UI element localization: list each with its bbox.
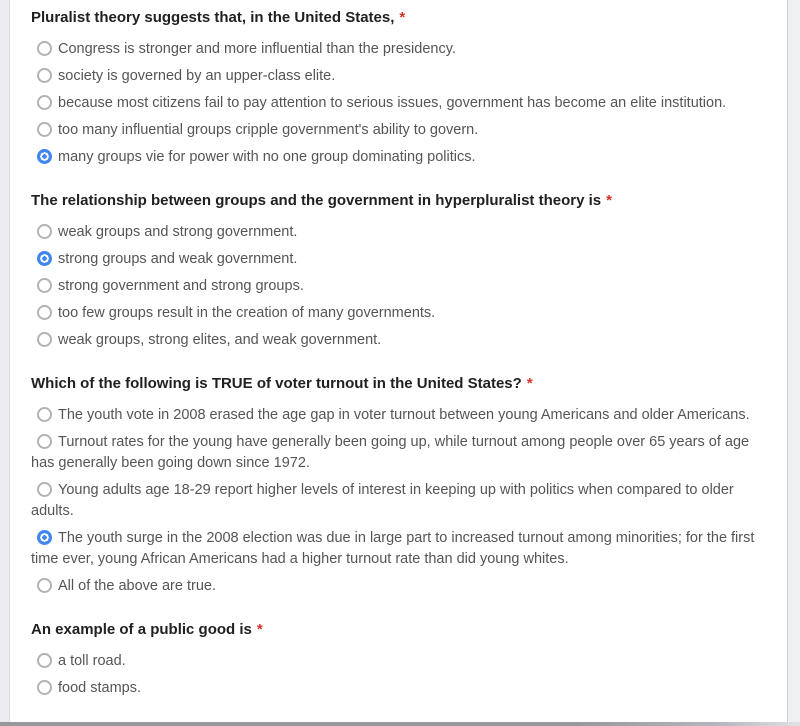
radio-option[interactable] (31, 300, 757, 327)
radio-button[interactable] (37, 68, 52, 83)
radio-button-selected[interactable] (37, 530, 52, 545)
radio-button[interactable] (37, 407, 52, 422)
radio-button[interactable] (37, 482, 52, 497)
question-title (31, 191, 757, 211)
form-content (10, 0, 787, 722)
question-title-text: An example of a public good is (31, 621, 252, 638)
option-label: The youth surge in the 2008 election was due in large part to increased turnout among minorities; for the first time ever, young African Americans had a higher turnout rate than did young whites. (31, 530, 755, 567)
option-label: The youth vote in 2008 erased the age gap in voter turnout between young Americans and older Americans. (58, 407, 750, 423)
radio-button[interactable] (37, 653, 52, 668)
radio-option[interactable] (31, 477, 757, 525)
question-title (31, 374, 757, 394)
option-label: Turnout rates for the young have generally been going up, while turnout among people over 65 years of age has generally been going down since 1972. (31, 434, 750, 471)
question-block-1 (31, 8, 757, 171)
right-gutter (787, 0, 800, 726)
radio-option[interactable] (31, 327, 757, 354)
radio-button[interactable] (37, 305, 52, 320)
question-block-3 (31, 374, 757, 600)
option-label: strong government and strong groups. (58, 278, 304, 294)
option-label: weak groups, strong elites, and weak government. (58, 332, 382, 348)
radio-option[interactable] (31, 429, 757, 477)
radio-button-selected[interactable] (37, 149, 52, 164)
radio-button[interactable] (37, 41, 52, 56)
radio-button[interactable] (37, 434, 52, 449)
option-label: many groups vie for power with no one group dominating politics. (58, 149, 476, 165)
left-gutter (0, 0, 10, 726)
question-title-text: Which of the following is TRUE of voter turnout in the United States? (31, 375, 522, 392)
radio-option[interactable] (31, 675, 757, 702)
option-label: because most citizens fail to pay attention to serious issues, government has become an elite institution. (58, 95, 727, 111)
radio-option[interactable] (31, 273, 757, 300)
option-label: society is governed by an upper-class elite. (58, 68, 336, 84)
radio-option[interactable] (31, 246, 757, 273)
option-label: food stamps. (58, 680, 142, 696)
radio-option[interactable] (31, 219, 757, 246)
option-label: too few groups result in the creation of many governments. (58, 305, 436, 321)
option-label: All of the above are true. (58, 578, 216, 594)
question-title (31, 8, 757, 28)
radio-button[interactable] (37, 332, 52, 347)
question-title (31, 620, 757, 640)
question-title-text: The relationship between groups and the government in hyperpluralist theory is (31, 192, 602, 209)
radio-option[interactable] (31, 117, 757, 144)
option-label: weak groups and strong government. (58, 224, 298, 240)
radio-option[interactable] (31, 648, 757, 675)
radio-option[interactable] (31, 525, 757, 573)
radio-button[interactable] (37, 122, 52, 137)
radio-option[interactable] (31, 36, 757, 63)
window-bottom-edge (0, 722, 800, 726)
required-asterisk: * (256, 621, 263, 638)
radio-button[interactable] (37, 278, 52, 293)
radio-option[interactable] (31, 63, 757, 90)
radio-button-selected[interactable] (37, 251, 52, 266)
required-asterisk: * (399, 9, 406, 26)
option-label: a toll road. (58, 653, 126, 669)
question-block-4 (31, 620, 757, 702)
question-block-2 (31, 191, 757, 354)
option-label: strong groups and weak government. (58, 251, 298, 267)
radio-button[interactable] (37, 578, 52, 593)
radio-option[interactable] (31, 573, 757, 600)
option-label: too many influential groups cripple government's ability to govern. (58, 122, 479, 138)
required-asterisk: * (526, 375, 533, 392)
question-title-text: Pluralist theory suggests that, in the United States, (31, 9, 395, 26)
radio-button[interactable] (37, 95, 52, 110)
option-label: Young adults age 18-29 report higher levels of interest in keeping up with politics when compared to older adults. (31, 482, 734, 519)
required-asterisk: * (606, 192, 612, 209)
radio-option[interactable] (31, 402, 757, 429)
option-label: Congress is stronger and more influential than the presidency. (58, 41, 456, 57)
radio-option[interactable] (31, 144, 757, 171)
radio-button[interactable] (37, 224, 52, 239)
radio-button[interactable] (37, 680, 52, 695)
radio-option[interactable] (31, 90, 757, 117)
